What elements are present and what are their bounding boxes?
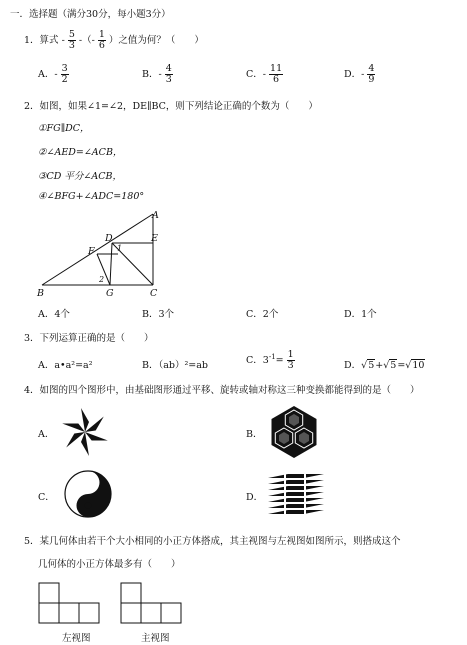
label-angle-2: 2 [99,275,105,284]
q2-option-d[interactable]: D．1个 [344,309,377,320]
q5-left-view-label: 左视图 [62,633,91,644]
section-title: 一．选择题（满分30分，每小题3分） [10,9,171,20]
label-c: C [150,288,158,299]
q3-option-d[interactable]: D．√5+√5=√10 [344,360,425,371]
q4-yin-yang-icon[interactable] [64,470,112,518]
q2-statement-1: ①FG∥DC， [38,123,90,134]
q1-option-d[interactable]: D．- $\frac{4}{9}$ [344,63,375,85]
q1-minus-paren: -（- [78,34,95,46]
q5-stem-line2: 几何体的小正方体最多有（ ） [38,559,181,570]
label-e: E [151,233,158,244]
line-dg [110,243,112,285]
q5-left-view-diagram [39,583,119,625]
label-g: G [106,288,114,299]
q5-main-view-label: 主视图 [141,633,170,644]
q2-option-b[interactable]: B．3个 [142,309,175,320]
q1-fraction-2: $\frac{1}{6}$ [98,29,105,51]
q3-option-a[interactable]: A．a•a²=a² [38,360,93,371]
q3-stem: 3．下列运算正确的是（ ） [24,333,154,344]
q4-pinwheel-icon[interactable] [60,407,110,457]
label-d: D [105,233,113,244]
q1-option-b[interactable]: B．- $\frac{4}{3}$ [142,63,172,85]
q4-option-a-label[interactable]: A． [38,429,55,440]
q4-stem: 4．如图的四个图形中，由基础图形通过平移、旋转或轴对称这三种变换都能得到的是（ ） [24,385,420,396]
label-b: B [37,288,44,299]
line-ab [42,214,153,285]
q4-parallel-bars-icon[interactable] [266,472,326,516]
q2-option-c[interactable]: C．2个 [246,309,279,320]
q3-option-c[interactable]: C．$3^{-1}=$ $\frac{1}{3}$ [246,349,294,371]
q4-option-d-label[interactable]: D． [246,492,264,503]
q4-option-b-label[interactable]: B． [246,429,263,440]
label-f: F [88,246,95,257]
label-a: A [152,210,159,221]
q1-stem-pre: 1．算式 - [24,34,65,46]
q2-option-a[interactable]: A．4个 [38,309,70,320]
q5-stem-line1: 5．某几何体由若干个大小相同的小正方体搭成，其主视图与左视图如图所示，则搭成这个 [24,536,401,547]
q1-option-a[interactable]: A．- $\frac{3}{2}$ [38,63,68,85]
q4-option-c-label[interactable]: C． [38,492,55,503]
label-angle-1: 1 [117,244,123,253]
q1-fraction-1: $\frac{5}{3}$ [68,29,75,51]
q5-main-view-diagram [121,583,201,625]
q4-hexagon-pattern-icon[interactable] [266,406,322,458]
q2-statement-3: ③CD 平分∠ACB， [38,171,122,182]
q2-statement-4: ④∠BFG+∠ADC=180° [38,191,145,202]
q3-option-b[interactable]: B．（ab）²=ab [142,360,208,371]
q2-statement-2: ②∠AED=∠ACB， [38,147,123,158]
q1-stem-post: ）之值为何？（ ） [108,34,204,46]
q1-option-c[interactable]: C．- $\frac{11}{6}$ [246,63,283,85]
q2-stem: 2．如图，如果∠1=∠2，DE∥BC，则下列结论正确的个数为（ ） [24,101,318,112]
